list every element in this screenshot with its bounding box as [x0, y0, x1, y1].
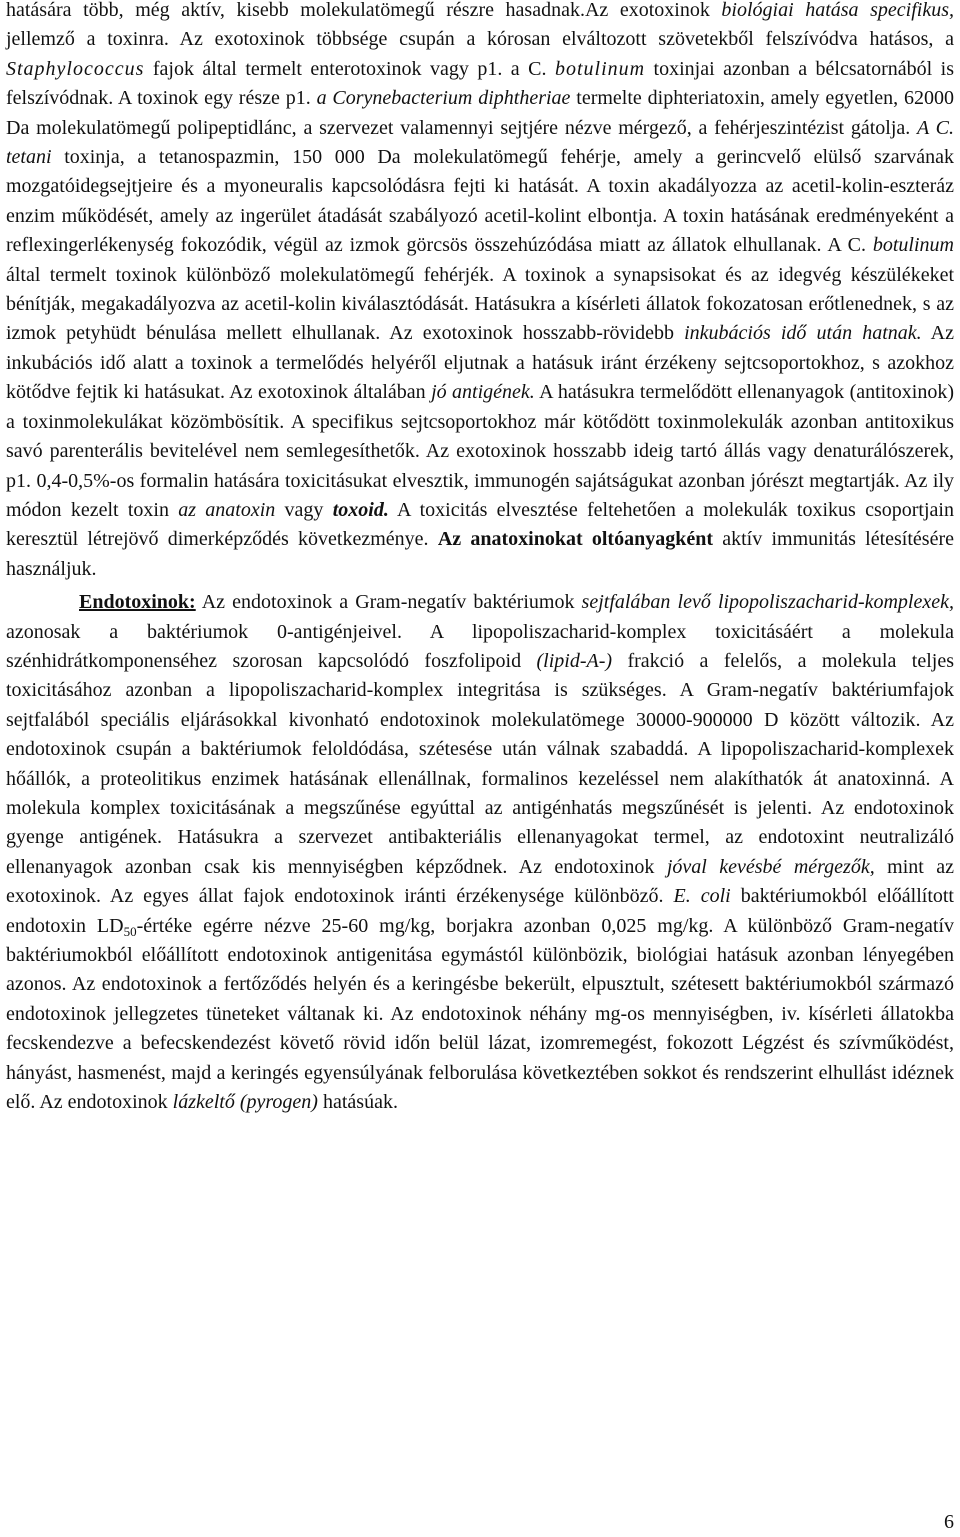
text-run: A hatásukra termelődött ellenanyagok (antitoxinok) a toxinmolekulákat közömbösítik. A specifikus sejtcsoportokhoz már kötődött toxinmolekulák azonban antitoxikus savó parenterális bevitelével nem semlegesíthetők. Az exotoxinok hosszabb ideig tartó állás vagy denaturálószerek, p1. 0,4-0,5%-os formalin hatására toxicitásukat elvesztik, immunogén sajátságukat azonban jórészt megtartják. Az ily módon kezelt toxin	[6, 381, 955, 521]
italic-term: A C. tetani	[6, 116, 954, 169]
italic-term: (lipid-A-)	[536, 649, 613, 672]
italic-term: biológiai hatása specifikus,	[721, 0, 954, 21]
italic-term: Staphylococcus	[6, 57, 145, 80]
italic-term: sejtfalában levő lipopoliszacharid-komplexek,	[581, 591, 954, 614]
text-run: Az inkubációs idő alatt a toxinok a termelődés helyéről eljutnak a hatásuk iránt érzékeny sejtcsoportokhoz, s azokhoz kötődve fejtik ki hatásukat. Az exotoxinok általában	[6, 322, 954, 404]
text-run: termelte diphteriatoxin, amely egyetlen, 62000 Da molekulatömegű polipeptidlánc, a szervezet valamennyi sejtjére nézve mérgező, a fehérjeszintézist gátolja.	[6, 87, 954, 139]
italic-term: jó antigének.	[431, 381, 535, 404]
text-run: hatására több, még aktív, kisebb molekulatömegű részre hasadnak.Az exotoxinok	[6, 0, 722, 21]
text-run: azonosak a baktériumok 0-antigénjeivel. A lipopoliszacharid-komplex toxicitásáért a molekula szénhidrátkomponenséhez szorosan kapcsolódó foszfolipoid	[6, 620, 954, 672]
italic-term: a Corynebacterium diphtheriae	[316, 87, 571, 110]
text-run: toxinja, a tetanospazmin, 150 000 Da molekulatömegű fehérje, amely a gerincvelő elülső szarvának mozgatóidegsejtjeire és a myoneuralis kapcsolódásra fejti ki hatását. A toxin akadályozza az acetil-kolin-eszteráz enzim működését, amely az ingerület átadását szabályozó acetil-kolint elbontja. A toxin hatásának eredményeként a reflexingerlékenység fokozódik, végül az izmok görcsös összehúzódása miatt az állatok elhullanak. A C.	[6, 146, 954, 257]
subscript: 50	[123, 923, 137, 939]
text-run: fajok által termelt enterotoxinok vagy p1. a C.	[144, 57, 555, 80]
italic-term: lázkeltő (pyrogen)	[172, 1091, 318, 1114]
text-run: frakció a felelős, a molekula teljes toxicitásához azonban a lipopoliszacharid-komplex integritása is szükséges. A Gram-negatív baktériumfajok sejtfalából speciális eljárásokkal kivonható endotoxinok molekulatömege 30000-900000 D között változik. Az endotoxinok csupán a baktériumok feloldódása, szétesése után válnak szabaddá. A lipopoliszacharid-komplexek hőállók, a proteolitikus enzimek hatásának ellenállnak, formalinos kezeléssel nem alakíthatók át anatoxinná. A molekula komplex toxicitásának a megszűnése egyúttal az antigénhatás megszűnését is jelenti. Az endotoxinok gyenge antigének. Hatásukra a szervezet antibakteriális ellenanyagokat termel, az endotoxint neutralizáló ellenanyagok azonban csak kis mennyiségben képződnek. Az endotoxinok	[6, 649, 954, 878]
text-run: Az endotoxinok a Gram-negatív baktériumok	[195, 591, 582, 614]
text-run: hatásúak.	[317, 1091, 398, 1114]
italic-term: botulinum	[872, 234, 954, 257]
paragraph-exotoxins	[6, 0, 954, 584]
section-label: Endotoxinok:	[79, 591, 196, 614]
bold-term: Az anatoxinokat oltóanyagként	[437, 528, 713, 551]
text-run: által termelt toxinok különböző molekulatömegű fehérjék. A toxinok a synapsisokat és az idegvég készülékeket bénítják, megakadályozva az acetil-kolin kiválasztódását. Hatásukra a kísérleti állatok fokozatosan erőtlenednek, s az izmok petyhüdt bénulása mellett elhullanak. Az exotoxinok hosszabb-rövidebb	[6, 263, 954, 345]
italic-term: jóval kevésbé mérgezők,	[666, 855, 875, 878]
text-run: baktériumokból előállított endotoxin LD	[6, 885, 954, 937]
text-run: toxinjai azonban a bélcsatornából is felszívódnak. A toxinok egy része p1.	[6, 57, 954, 110]
italic-term: inkubációs idő után hatnak.	[684, 322, 922, 345]
page-number: 6	[944, 1510, 954, 1533]
text-run: -értéke egérre nézve 25-60 mg/kg, borjakra azonban 0,025 mg/kg. A különböző Gram-negatív baktériumokból előállított endotoxinok antigenitása egymástól különbözik, biológiai hatásuk azonban lényegében azonos. Az endotoxinok a fertőződés helyén és a keringésbe bekerült, elpusztult, szétesett baktériumokból származó endotoxinok jellegzetes tüneteket váltanak ki. Az endotoxinok néhány mg-os mennyiségben, iv. kísérleti állatokba fecskendezve a befecskendezést követő rövid időn belül lázat, izomremegést, fokozott Légzést és szívműködést, hányást, hasmenést, majd a keringés egyensúlyának felborulása következtében sokkot és rendszerint elhullást idéznek elő. Az endotoxinok	[6, 914, 954, 1114]
text-run: A toxicitás elvesztése feltehetően a molekulák toxikus csoportjain keresztül létrejövő dimerképződés következménye.	[6, 498, 954, 551]
text-run: jellemző a toxinra. Az exotoxinok többsége csupán a kórosan elváltozott szövetekből felszívódva hatásos, a	[6, 28, 954, 51]
italic-term: E. coli	[673, 885, 731, 908]
italic-term: botulinum	[554, 57, 646, 80]
text-run: mint az exotoxinok. Az egyes állat fajok endotoxinok iránti érzékenysége különböző.	[6, 855, 954, 908]
bold-italic-term: toxoid.	[332, 498, 389, 521]
italic-term: az anatoxin	[178, 498, 276, 521]
text-run: vagy	[275, 498, 333, 521]
text-run: aktív immunitás létesítésére használjuk.	[6, 528, 954, 580]
paragraph-endotoxins	[6, 588, 954, 1117]
